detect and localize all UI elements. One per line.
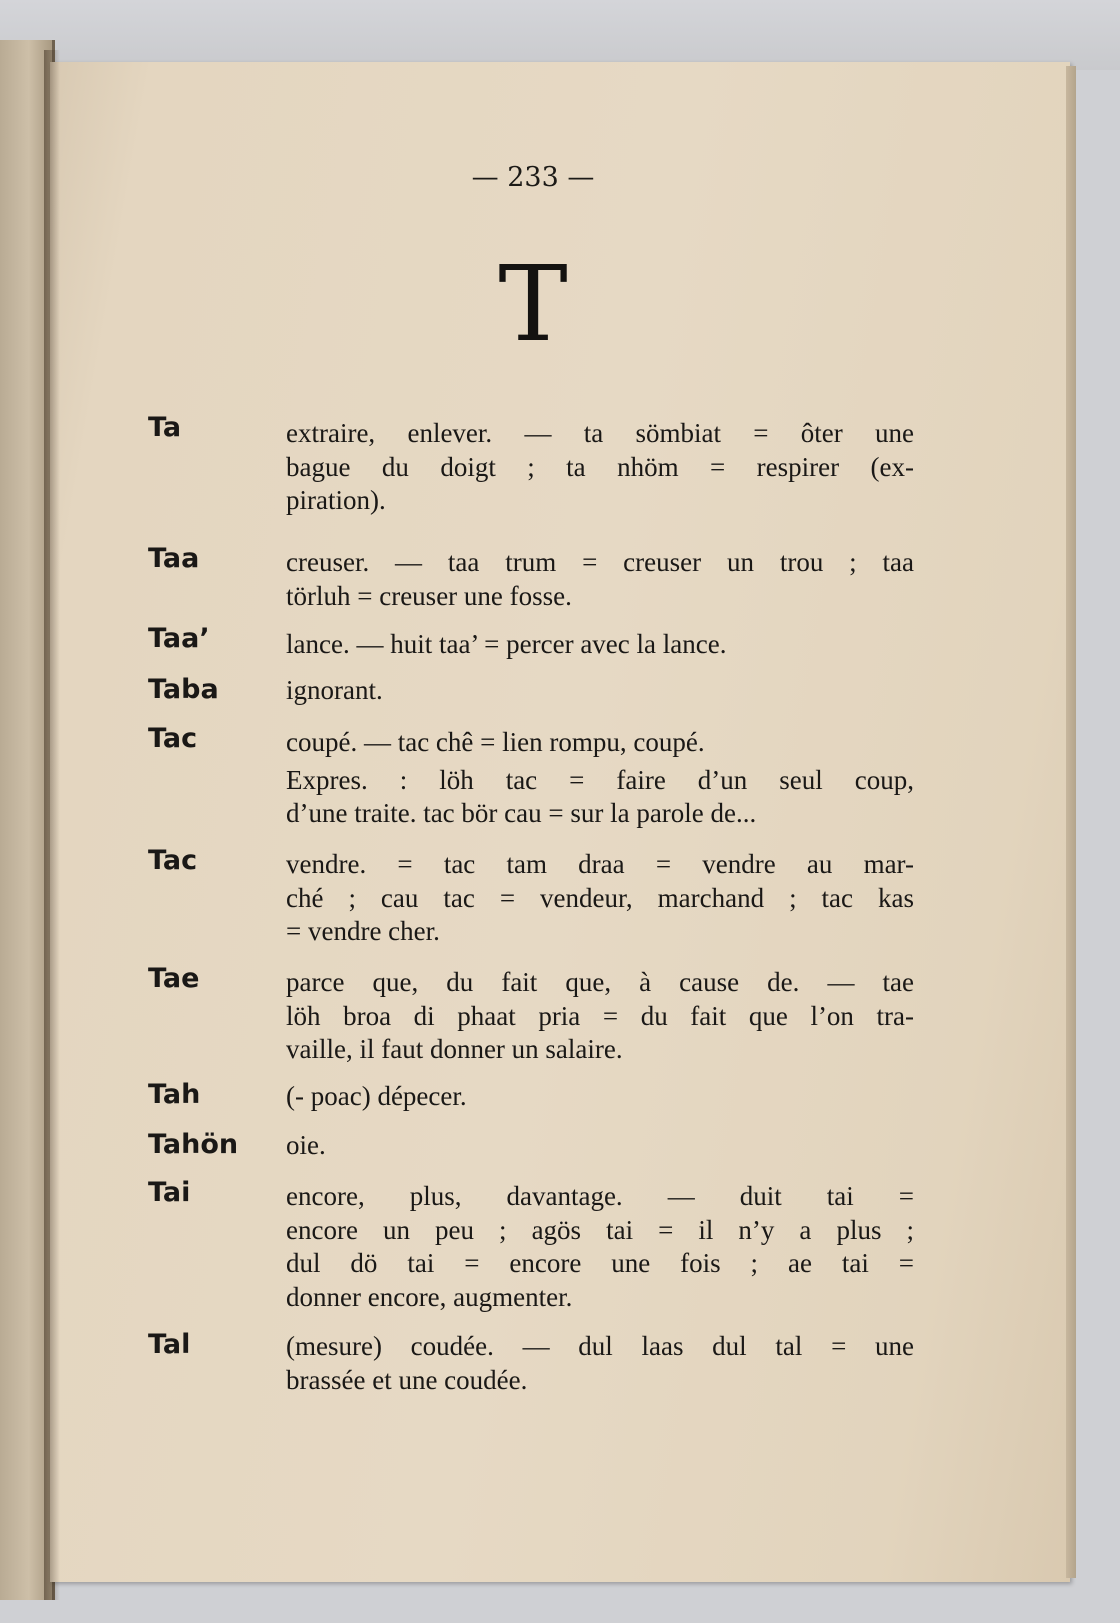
definition-line: encore un peu ; agös tai = il n’y a plus ;: [286, 1214, 914, 1245]
entry-headword: Taba: [148, 674, 219, 705]
entry-headword: Tae: [148, 963, 200, 994]
definition-line: vaille, il faut donner un salaire.: [286, 1034, 623, 1064]
entry-headword: Tahön: [148, 1129, 239, 1160]
entry-definition: [286, 417, 914, 518]
definition-line: bague du doigt ; ta nhöm = respirer (ex-: [286, 451, 914, 482]
definition-line: Expres. : löh tac = faire d’un seul coup,: [286, 764, 914, 795]
entry-headword: Tai: [148, 1177, 191, 1208]
definition-line: creuser. — taa trum = creuser un trou ; taa: [286, 547, 914, 577]
entry-headword: Taa’: [148, 623, 210, 654]
entry-definition: [286, 628, 914, 662]
definition-line: brassée et une coudée.: [286, 1364, 528, 1395]
entry-definition: [286, 848, 914, 949]
definition-line: coupé. — tac chê = lien rompu, coupé.: [286, 727, 705, 757]
page-number: — 233 —: [471, 162, 595, 193]
entry-definition: [286, 726, 914, 831]
definition-line: extraire, enlever. — ta sömbiat = ôter une: [286, 418, 914, 448]
definition-line: (- poac) dépecer.: [286, 1081, 467, 1111]
entry-definition: [286, 674, 914, 708]
definition-line: = vendre cher.: [286, 916, 440, 946]
definition-line: oie.: [286, 1130, 326, 1160]
entry-headword: Tah: [148, 1079, 201, 1110]
entry-definition: [286, 1180, 914, 1314]
definition-line: donner encore, augmenter.: [286, 1281, 573, 1312]
entry-headword: Taa: [148, 543, 200, 574]
entry-headword: Ta: [148, 412, 182, 443]
definition-line: (mesure) coudée. — dul laas dul tal = une: [286, 1331, 914, 1361]
definition-line: parce que, du fait que, à cause de. — tae: [286, 967, 914, 997]
entry-definition: [286, 1330, 914, 1397]
definition-line: d’une traite. tac bör cau = sur la parole de...: [286, 798, 757, 828]
definition-line: lance. — huit taa’ = percer avec la lance.: [286, 629, 727, 659]
definition-line: vendre. = tac tam draa = vendre au mar-: [286, 849, 914, 879]
definition-line: ignorant.: [286, 675, 383, 705]
definition-line: dul dö tai = encore une fois ; ae tai =: [286, 1248, 914, 1278]
entry-headword: Tac: [148, 845, 198, 876]
definition-line: encore, plus, davantage. — duit tai =: [286, 1181, 914, 1211]
entry-definition: [286, 546, 914, 613]
definition-line: ché ; cau tac = vendeur, marchand ; tac kas: [286, 882, 914, 913]
entry-definition: [286, 966, 914, 1067]
definition-line: törluh = creuser une fosse.: [286, 580, 572, 611]
entry-headword: Tac: [148, 723, 198, 754]
section-letter: T: [498, 243, 568, 365]
entry-definition: [286, 1129, 914, 1163]
entry-definition: [286, 1080, 914, 1114]
entry-headword: Tal: [148, 1329, 191, 1360]
definition-line: piration).: [286, 485, 386, 515]
definition-line: löh broa di phaat pria = du fait que l’on tra-: [286, 1000, 914, 1031]
